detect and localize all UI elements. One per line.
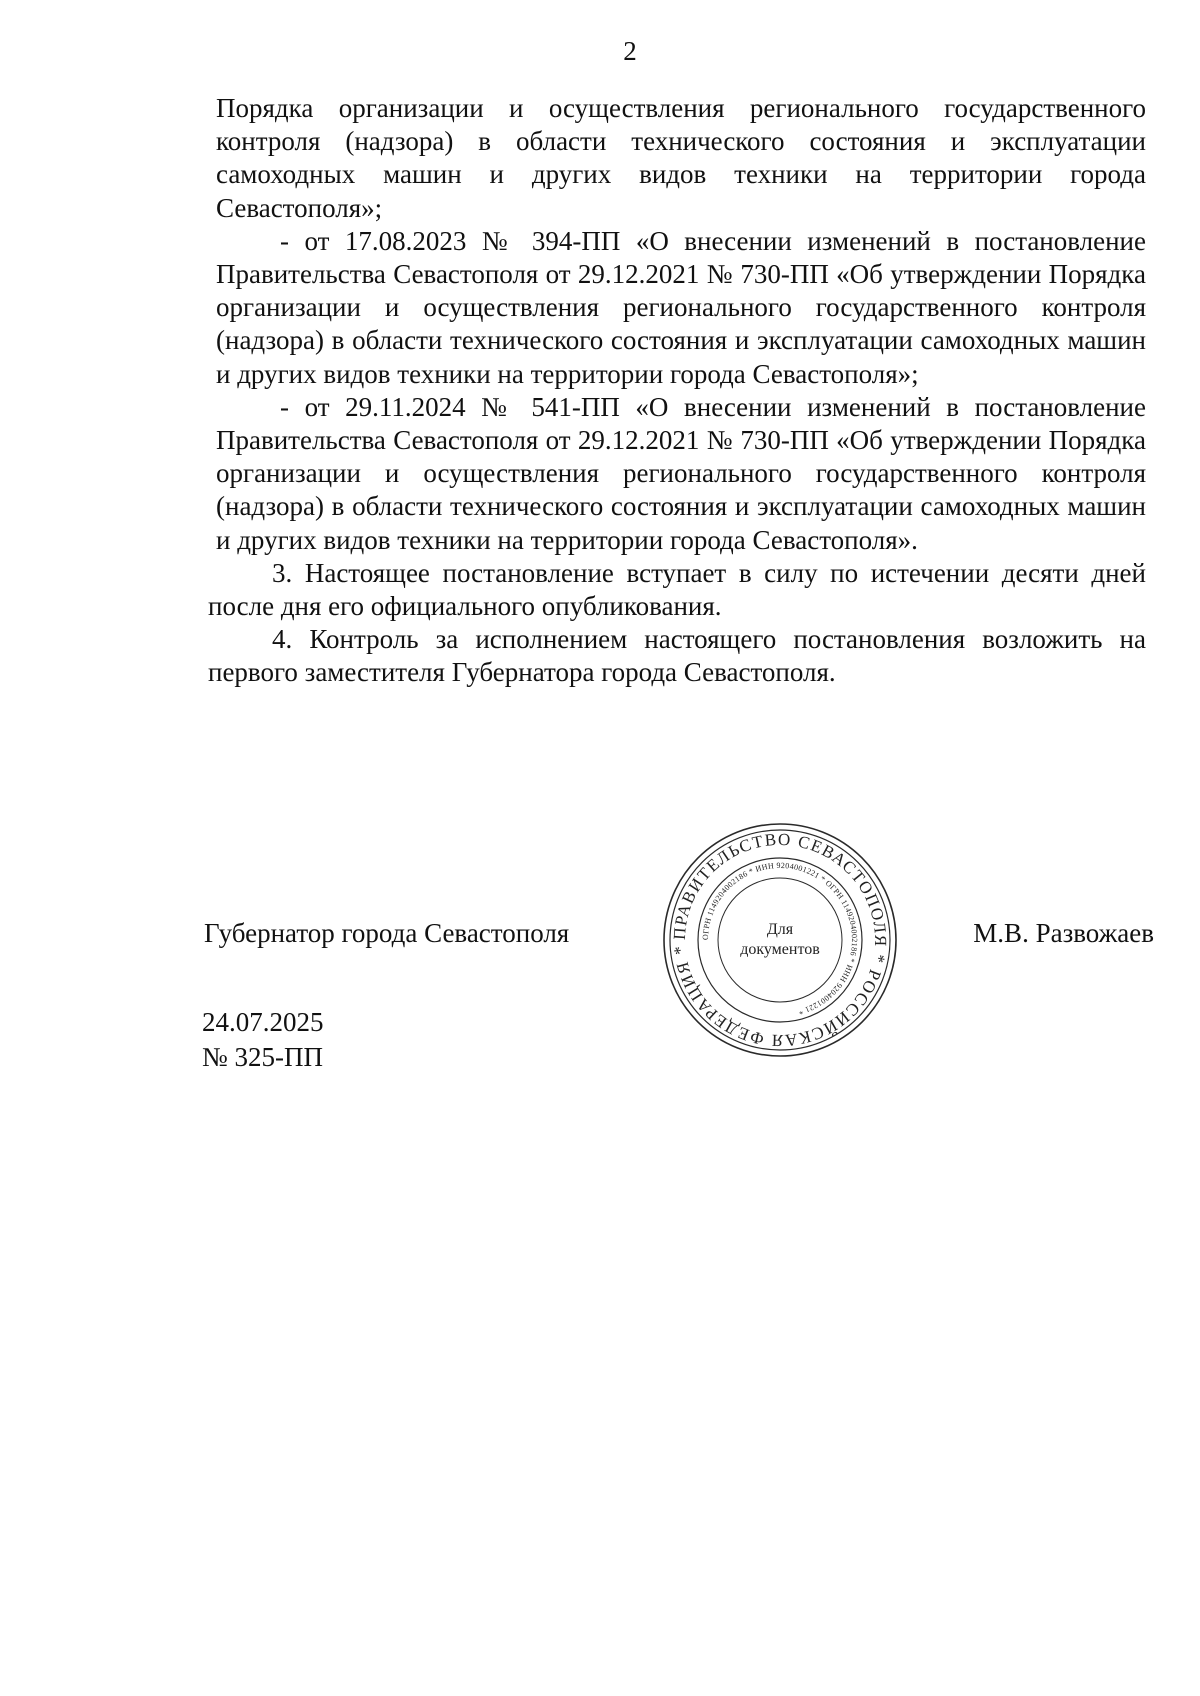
seal-outer-text: ПРАВИТЕЛЬСТВО СЕВАСТОПОЛЯ * РОССИЙСКАЯ ФЕДЕРАЦИЯ *	[669, 829, 891, 1051]
paragraph-continuation: Порядка организации и осуществления регионального государственного контроля (надзора) в области технического состояния и эксплуатации самоходных машин и других видов техники на территории города Севастополя»;	[216, 93, 1146, 223]
svg-text:ОГРН 1149204002186 * ИНН 92040	[701, 861, 859, 1017]
document-date: 24.07.2025	[202, 1007, 324, 1037]
document-number: № 325-ПП	[202, 1042, 323, 1072]
seal-center-line2: документов	[740, 941, 820, 958]
page-number: 2	[623, 36, 637, 66]
seal-inner-text: ОГРН 1149204002186 * ИНН 9204001221 * ОГРН 1149204002186 * ИНН 9204001221 *	[700, 860, 860, 1017]
signer-name: М.В. Развожаев	[973, 918, 1154, 948]
paragraph-clause-4: 4. Контроль за исполнением настоящего постановления возложить на первого заместителя Губернатора города Севастополя.	[208, 624, 1146, 688]
paragraph-amendment-394: - от 17.08.2023 № 394-ПП «О внесении изменений в постановление Правительства Севастополя от 29.12.2021 № 730-ПП «Об утверждении Порядка организации и осуществления регионального государственного контроля (надзора) в области технического состояния и эксплуатации самоходных машин и других видов техники на территории города Севастополя»;	[216, 225, 1146, 389]
signer-title: Губернатор города Севастополя	[204, 918, 570, 948]
official-seal-stamp	[660, 820, 900, 1060]
document-body	[208, 92, 1146, 690]
paragraph-amendment-541: - от 29.11.2024 № 541-ПП «О внесении изменений в постановление Правительства Севастополя от 29.12.2021 № 730-ПП «Об утверждении Порядка организации и осуществления регионального государственного контроля (надзора) в области технического состояния и эксплуатации самоходных машин и других видов техники на территории города Севастополя».	[216, 391, 1146, 555]
paragraph-clause-3: 3. Настоящее постановление вступает в силу по истечении десяти дней после дня его официального опубликования.	[208, 557, 1146, 622]
seal-center-line1: Для	[766, 921, 794, 938]
